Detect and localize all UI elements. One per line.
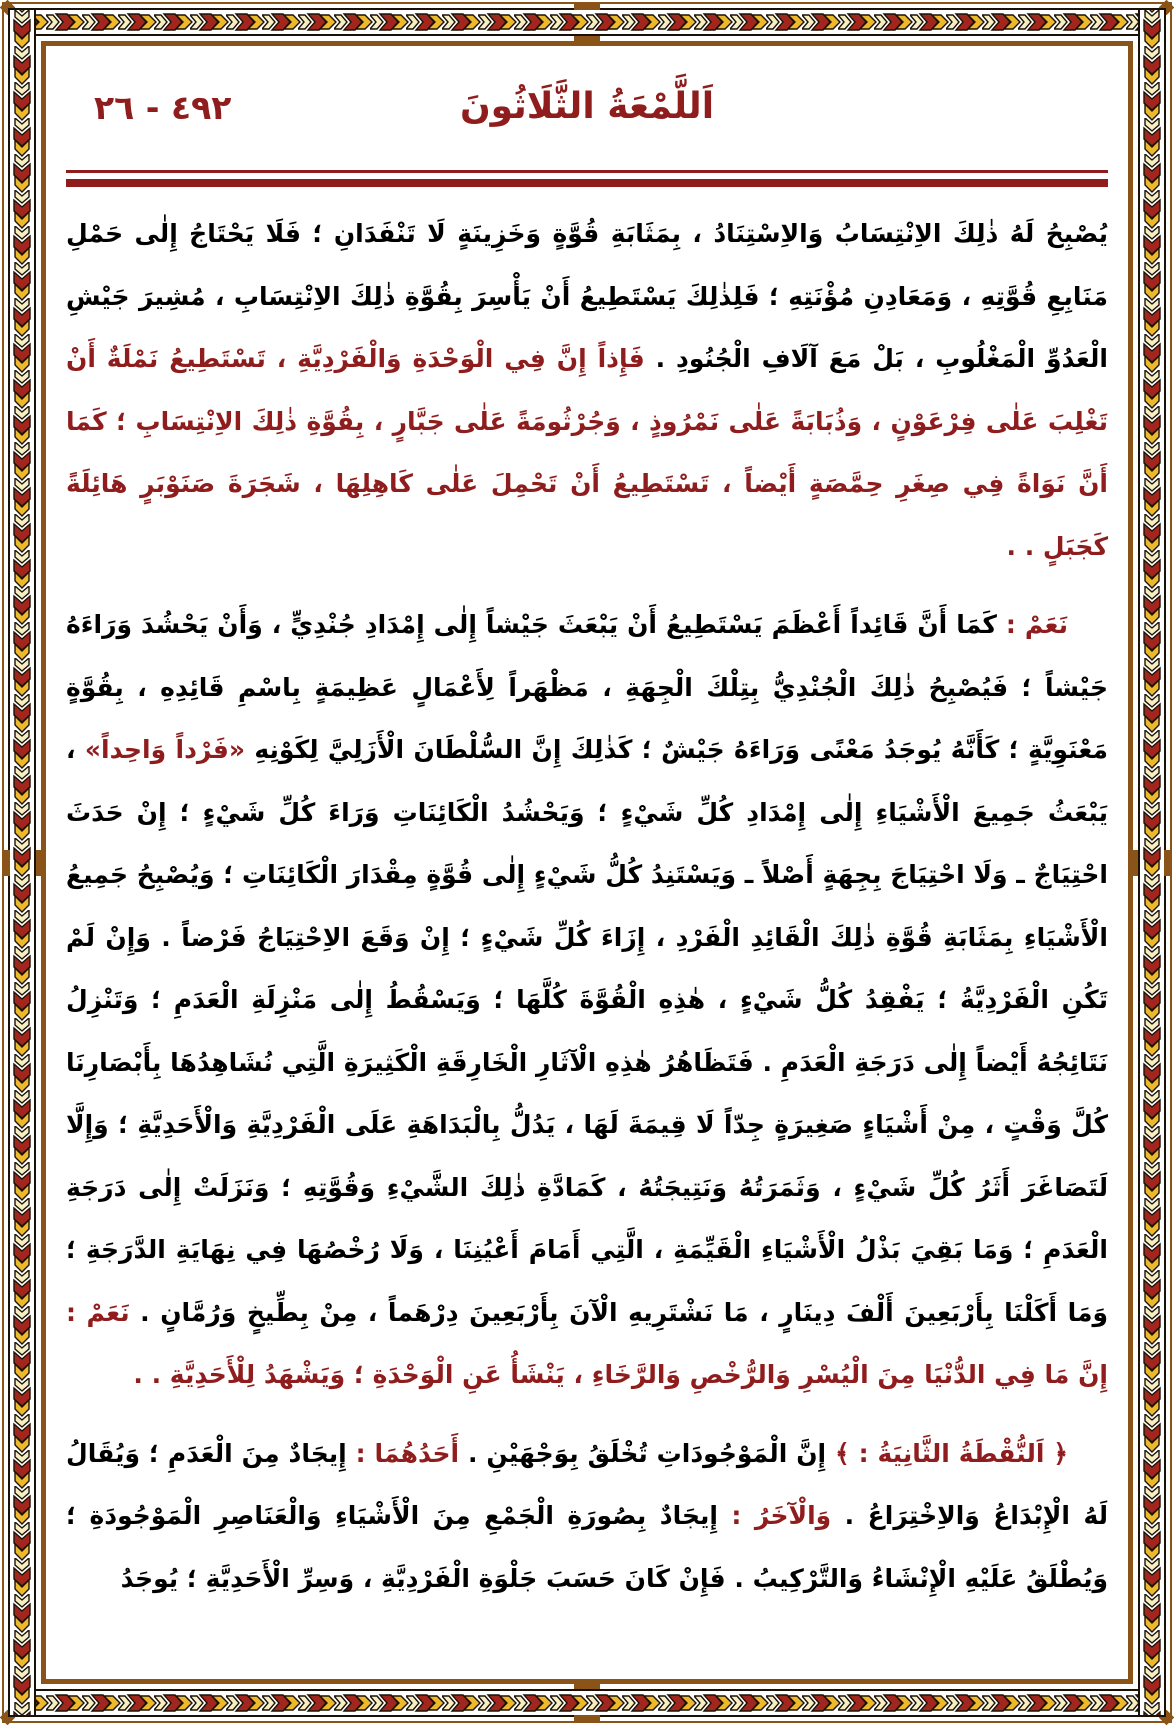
text-segment-black: ، يَبْعَثُ جَمِيعَ الْأَشْيَاءِ إِلٰى إِمْدَادِ كُلِّ شَيْءٍ ؛ وَيَحْشُدُ الْكَائِنَاتِ وَرَاءَ كُلِّ شَيْءٍ ؛ إِنْ حَدَثَ احْتِيَاجٌ ـ وَلَا احْتِيَاجَ بِجِهَةٍ أَصْلاً ـ وَيَسْتَنِدُ كُلُّ شَيْءٍ إِلٰى قُوَّةٍ مِقْدَارَ الْكَائِنَاتِ ؛ وَيُصْبِحُ جَمِيعُ الْأَشْيَاءِ بِمَثَابَةِ قُوَّةِ ذٰلِكَ الْقَائِدِ الْفَرْدِ ، إِزَاءَ كُلِّ شَيْءٍ ؛ إِنْ وَقَعَ الاِحْتِيَاجُ فَرْضاً . وَإِنْ لَمْ تَكُنِ الْفَرْدِيَّةُ ؛ يَفْقِدُ كُلُّ شَيْءٍ ، هٰذِهِ الْقُوَّةَ كُلَّهَا ؛ وَيَسْقُطُ إِلٰى مَنْزِلَةِ الْعَدَمِ ؛ وَتَنْزِلُ نَتَائِجُهُ أَيْضاً إِلٰى دَرَجَةِ الْعَدَمِ . فَتَظَاهُرُ هٰذِهِ الْآثَارِ الْخَارِقَةِ الْكَثِيرَةِ الَّتِي نُشَاهِدُهَا بِأَبْصَارِنَا كُلَّ وَقْتٍ ، مِنْ أَشْيَاءٍ صَغِيرَةٍ جِدّاً لَا قِيمَةَ لَهَا ، يَدُلُّ بِالْبَدَاهَةِ عَلَى الْفَرْدِيَّةِ وَالْأَحَدِيَّةِ ؛ وَإِلَّا لَتَصَاغَرَ أَثَرُ كُلِّ شَيْءٍ ، وَثَمَرَتُهُ وَنَتِيجَتُهُ ، كَمَادَّةِ ذٰلِكَ الشَّيْءِ وَقُوَّتِهِ ؛ وَنَزَلَتْ إِلٰى دَرَجَةِ الْعَدَمِ ؛ وَمَا بَقِيَ بَذْلُ الْأَشْيَاءِ الْقَيِّمَةِ ، الَّتِي أَمَامَ أَعْيُنِنَا ، وَلَا رُخْصُهَا فِي نِهَايَةِ الدَّرَجَةِ ؛ وَمَا أَكَلْنَا بِأَرْبَعِينَ أَلْفَ دِينَارٍ ، مَا نَشْتَرِيهِ الْآنَ بِأَرْبَعِينَ دِرْهَماً ، مِنْ بِطِّيخٍ وَرُمَّانٍ . [66, 735, 1108, 1327]
text-segment-black: إِيجَادٌ بِصُورَةِ الْجَمْعِ مِنَ الْأَشْيَاءِ وَالْعَنَاصِرِ الْمَوْجُودَةِ ؛ وَيُطْلَقُ عَلَيْهِ الْإِنْشَاءُ وَالتَّرْكِيبُ . فَإِنْ كَانَ حَسَبَ جَلْوَةِ الْفَرْدِيَّةِ ، وَسِرِّ الْأَحَدِيَّةِ ؛ يُوجَدُ [66, 1501, 1108, 1593]
ornament-border-left [8, 8, 36, 1717]
header-divider-rule [66, 170, 1108, 187]
text-segment-red: «فَرْداً وَاحِداً» [84, 735, 245, 764]
border-center-tab [1164, 850, 1171, 876]
border-center-tab [36, 850, 43, 876]
border-center-tab [574, 36, 600, 43]
page-number: ٤٩٢ - ٢٦ [94, 88, 232, 127]
ornament-border-bottom [8, 1689, 1166, 1717]
paragraph [66, 203, 1108, 578]
text-segment-red: نَعَمْ : [996, 610, 1068, 639]
border-center-tab [3, 850, 10, 876]
border-center-tab [574, 3, 600, 10]
border-center-tab [574, 1715, 600, 1722]
text-segment-red: وَالْآخَرُ : [717, 1501, 832, 1530]
ornament-border-top [8, 8, 1166, 36]
page-title: اَللَّمْعَةُ الثَّلَاثُونَ [459, 86, 715, 127]
text-segment-red: فَإِذاً إِنَّ فِي الْوَحْدَةِ وَالْفَرْدِيَّةِ ، تَسْتَطِيعُ نَمْلَةٌ أَنْ تَغْلِبَ عَلٰى فِرْعَوْنٍ ، وَذُبَابَةً عَلٰى نَمْرُوذٍ ، وَجُرْثُومَةً عَلٰى جَبَّارٍ ، بِقُوَّةِ ذٰلِكَ الاِنْتِسَابِ ؛ كَمَا أَنَّ نَوَاةً فِي صِغَرِ حِمَّصَةٍ أَيْضاً ، تَسْتَطِيعُ أَنْ تَحْمِلَ عَلٰى كَاهِلِهَا ، شَجَرَةَ صَنَوْبَرٍ هَائِلَةً كَجَبَلٍ . . [66, 344, 1108, 561]
document-header [66, 86, 1108, 148]
page-content [46, 46, 1128, 1679]
ornament-border-right [1138, 8, 1166, 1717]
text-segment-red: نَعَمْ : إِنَّ مَا فِي الدُّنْيَا مِنَ الْيُسْرِ وَالرُّخْصِ وَالرَّخَاءِ ، يَنْشَأُ عَنِ الْوَحْدَةِ ؛ وَيَشْهَدُ لِلْأَحَدِيَّةِ . . [66, 1297, 1108, 1389]
border-center-tab [1131, 850, 1138, 876]
body-text [66, 203, 1108, 1610]
paragraph [66, 1423, 1108, 1611]
paragraph [66, 594, 1108, 1407]
text-segment-black: إِيجَادٌ مِنَ الْعَدَمِ ؛ وَيُقَالُ لَهُ الْإِبْدَاعُ وَالاِخْتِرَاعُ . [66, 1438, 1108, 1530]
text-segment-black: إِنَّ الْمَوْجُودَاتِ تُخْلَقُ بِوَجْهَيْنِ . [459, 1438, 827, 1468]
text-segment-black: كَمَا أَنَّ قَائِداً أَعْظَمَ يَسْتَطِيعُ أَنْ يَبْعَثَ جَيْشاً إِلٰى إِمْدَادِ جُنْدِيٍّ ، وَأَنْ يَحْشُدَ وَرَاءَهُ جَيْشاً ؛ فَيُصْبِحُ ذٰلِكَ الْجُنْدِيُّ بِتِلْكَ الْجِهَةِ ، مَظْهَراً لِأَعْمَالٍ عَظِيمَةٍ بِاسْمِ قَائِدِهِ ، بِقُوَّةٍ مَعْنَوِيَّةٍ ؛ كَأَنَّهُ يُوجَدُ مَعْنًى وَرَاءَهُ جَيْشٌ ؛ كَذٰلِكَ إِنَّ السُّلْطَانَ الْأَزَلِيَّ لِكَوْنِهِ [66, 610, 1108, 764]
text-segment-red: ﴿ اَلنُّقْطَةُ الثَّانِيَةُ : ﴾ [826, 1438, 1068, 1468]
text-segment-black: يُصْبِحُ لَهُ ذٰلِكَ الاِنْتِسَابُ وَالاِسْتِنَادُ ، بِمَثَابَةِ قُوَّةٍ وَخَزِينَةٍ لَا تَنْفَدَانِ ؛ فَلَا يَحْتَاجُ إِلٰى حَمْلِ مَنَابِعِ قُوَّتِهِ ، وَمَعَادِنِ مُؤْنَتِهِ ؛ فَلِذٰلِكَ يَسْتَطِيعُ أَنْ يَأْسِرَ بِقُوَّةِ ذٰلِكَ الاِنْتِسَابِ ، مُشِيرَ جَيْشِ الْعَدُوِّ الْمَغْلُوبِ ، بَلْ مَعَ آلَافِ الْجُنُودِ . [66, 219, 1108, 373]
text-segment-red: أَحَدُهُمَا : [346, 1438, 460, 1468]
border-center-tab [574, 1682, 600, 1689]
